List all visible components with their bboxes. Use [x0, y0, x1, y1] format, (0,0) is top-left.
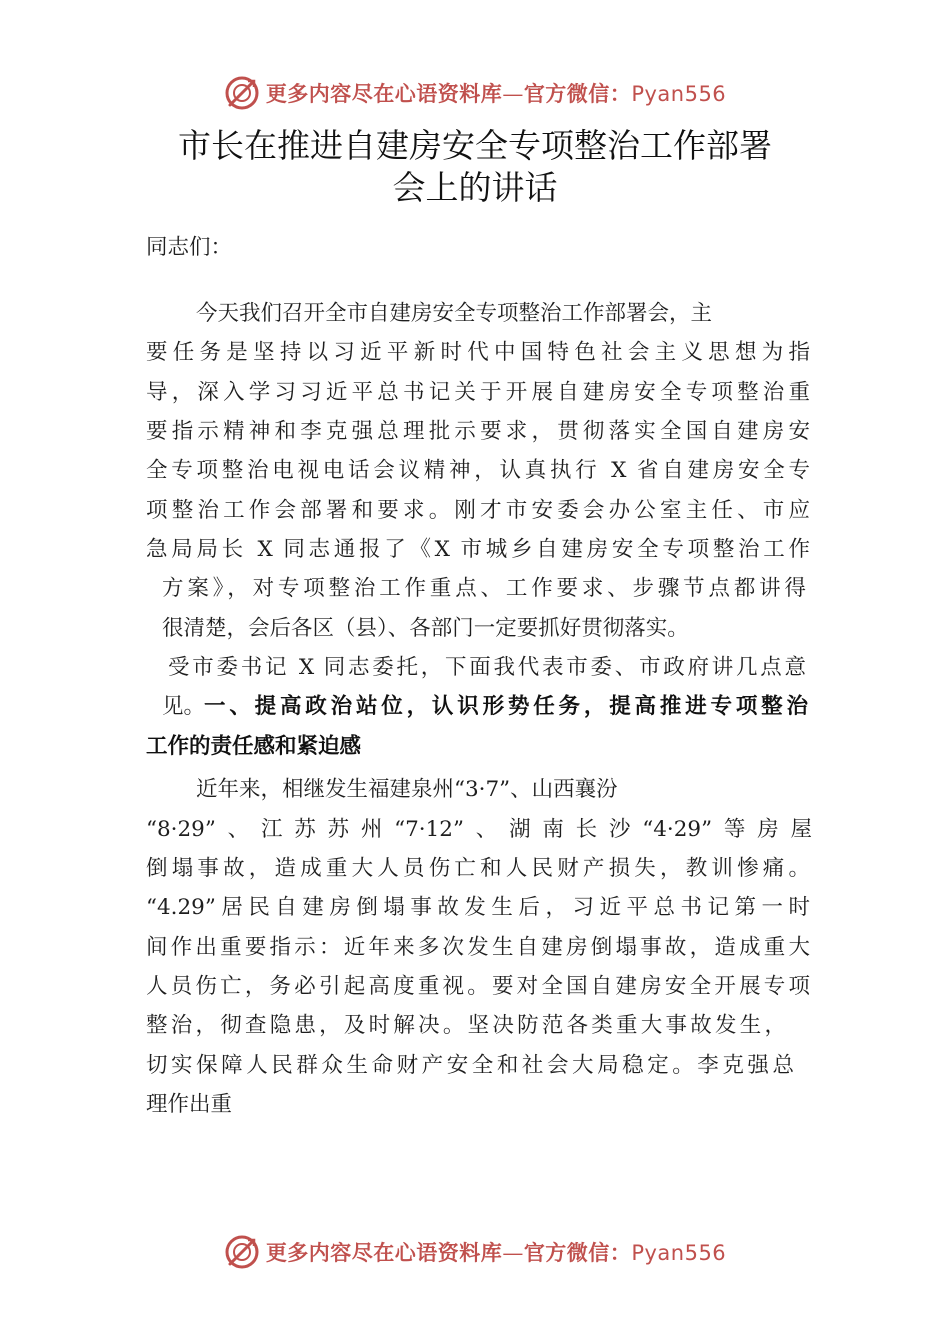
paragraph-line: 切实保障人民群众生命财产安全和社会大局稳定。李克强总 — [146, 1053, 794, 1078]
logo-icon — [224, 1234, 260, 1270]
salutation: 同志们： — [146, 235, 233, 260]
paragraph-line: 今天我们召开全市自建房安全专项整治工作部署会，主 — [196, 301, 713, 326]
paragraph-line: 全专项整治电视电话会议精神，认真执行 X 省自建房安全专 — [146, 458, 810, 483]
section-heading: 一、提高政治站位，认识形势任务，提高推进专项整治 — [204, 694, 808, 719]
paragraph-line: “4.29”居民自建房倒塌事故发生后，习近平总书记第一时 — [146, 895, 810, 920]
section-heading: 工作的责任感和紧迫感 — [146, 734, 362, 759]
paragraph-line: 项整治工作会部署和要求。刚才市安委会办公室主任、市应 — [146, 498, 810, 523]
paragraph-line: 倒塌事故，造成重大人员伤亡和人民财产损失，教训惨痛。 — [146, 856, 810, 881]
paragraph-line: 方案》，对专项整治工作重点、工作要求、步骤节点都讲得 — [162, 576, 806, 601]
paragraph-line: 急局局长 X 同志通报了《X 市城乡自建房安全专项整治工作 — [146, 537, 810, 562]
paragraph-line: 导，深入学习习近平总书记关于开展自建房安全专项整治重 — [146, 380, 810, 405]
paragraph-line: 整治，彻查隐患，及时解决。坚决防范各类重大事故发生， — [146, 1013, 786, 1038]
title-line: 市长在推进自建房安全专项整治工作部署 — [178, 126, 772, 165]
paragraph-line: 很清楚，会后各区（县）、各部门一定要抓好贯彻落实。 — [162, 616, 689, 641]
paragraph-line: 见。 — [162, 694, 206, 719]
watermark-text: 更多内容尽在心语资料库—官方微信：Pyan556 — [265, 1240, 727, 1265]
watermark-banner-top — [0, 73, 950, 113]
paragraph-line: 近年来，相继发生福建泉州“3·7”、山西襄汾 — [196, 777, 618, 802]
paragraph-line: “8·29”、江苏苏州“7·12”、湖南长沙“4·29”等房屋 — [146, 817, 812, 842]
paragraph-line: 要指示精神和李克强总理批示要求，贯彻落实全国自建房安 — [146, 419, 810, 444]
logo-icon — [224, 75, 260, 111]
watermark-text: 更多内容尽在心语资料库—官方微信：Pyan556 — [265, 81, 727, 106]
paragraph-line: 要任务是坚持以习近平新时代中国特色社会主义思想为指 — [146, 340, 810, 365]
document-title — [100, 125, 850, 209]
title-line: 会上的讲话 — [392, 168, 558, 207]
paragraph-line: 人员伤亡，务必引起高度重视。要对全国自建房安全开展专项 — [146, 974, 810, 999]
watermark-banner-bottom — [0, 1232, 950, 1272]
paragraph-line: 理作出重 — [146, 1092, 233, 1117]
paragraph-line: 受市委书记 X 同志委托，下面我代表市委、市政府讲几点意 — [168, 655, 806, 680]
paragraph-line: 间作出重要指示：近年来多次发生自建房倒塌事故，造成重大 — [146, 935, 810, 960]
